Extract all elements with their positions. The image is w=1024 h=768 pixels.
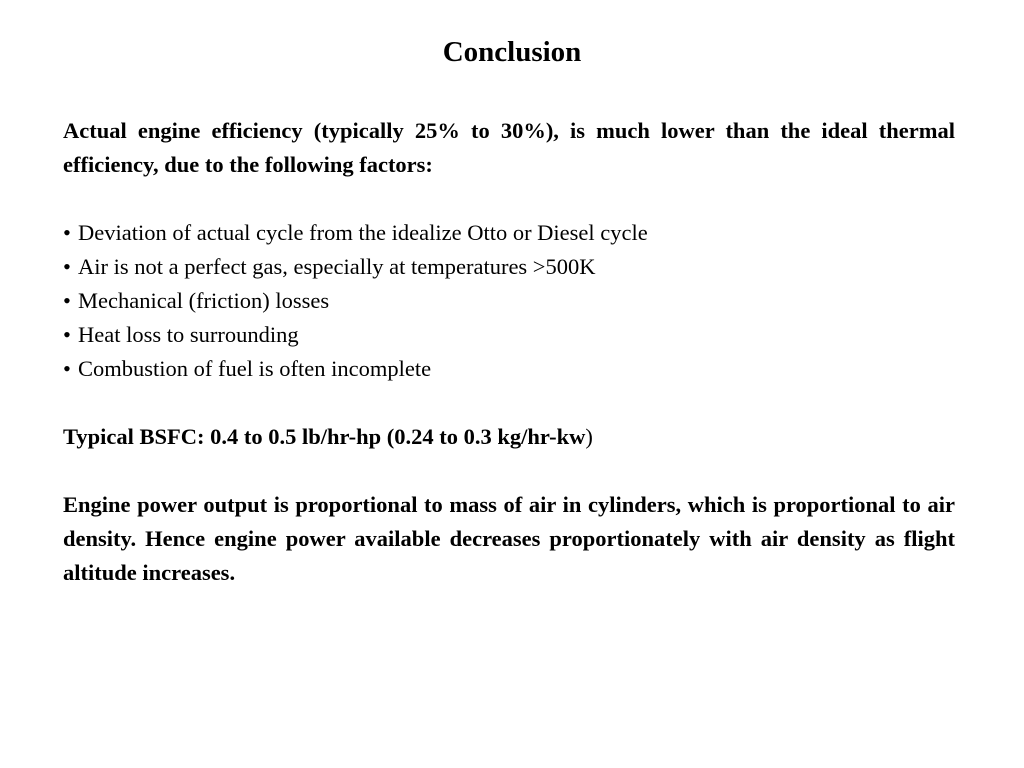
bsfc-line <box>63 420 955 454</box>
factor-text: Heat loss to surrounding <box>78 322 299 347</box>
intro-paragraph: Actual engine efficiency (typically 25% to 30%), is much lower than the ideal thermal efficiency, due to the following factors: <box>63 118 955 177</box>
spacer <box>63 454 955 488</box>
spacer <box>63 386 955 420</box>
list-item <box>63 318 955 352</box>
bullet-icon: • <box>63 288 71 313</box>
factor-list <box>63 216 955 386</box>
bsfc-label: Typical BSFC: 0.4 to 0.5 lb/hr-hp (0.24 to 0.3 kg/hr-kw <box>63 424 586 449</box>
bsfc-close: ) <box>585 424 593 449</box>
list-item <box>63 352 955 386</box>
slide-content <box>63 114 955 590</box>
factor-text: Combustion of fuel is often incomplete <box>78 356 432 381</box>
list-item <box>63 250 955 284</box>
bullet-icon: • <box>63 356 71 381</box>
bullet-icon: • <box>63 322 71 347</box>
closing-paragraph: Engine power output is proportional to mass of air in cylinders, which is proportional to air density. Hence engine power available decreases proportionately with air density as flight altitude increases. <box>63 492 955 585</box>
factor-text: Deviation of actual cycle from the idealize Otto or Diesel cycle <box>78 220 648 245</box>
list-item <box>63 216 955 250</box>
factor-text: Mechanical (friction) losses <box>78 288 330 313</box>
bullet-icon: • <box>63 254 71 279</box>
list-item <box>63 284 955 318</box>
slide-title: Conclusion <box>442 36 582 68</box>
factor-text: Air is not a perfect gas, especially at temperatures >500K <box>78 254 596 279</box>
bullet-icon: • <box>63 220 71 245</box>
spacer <box>63 182 955 216</box>
